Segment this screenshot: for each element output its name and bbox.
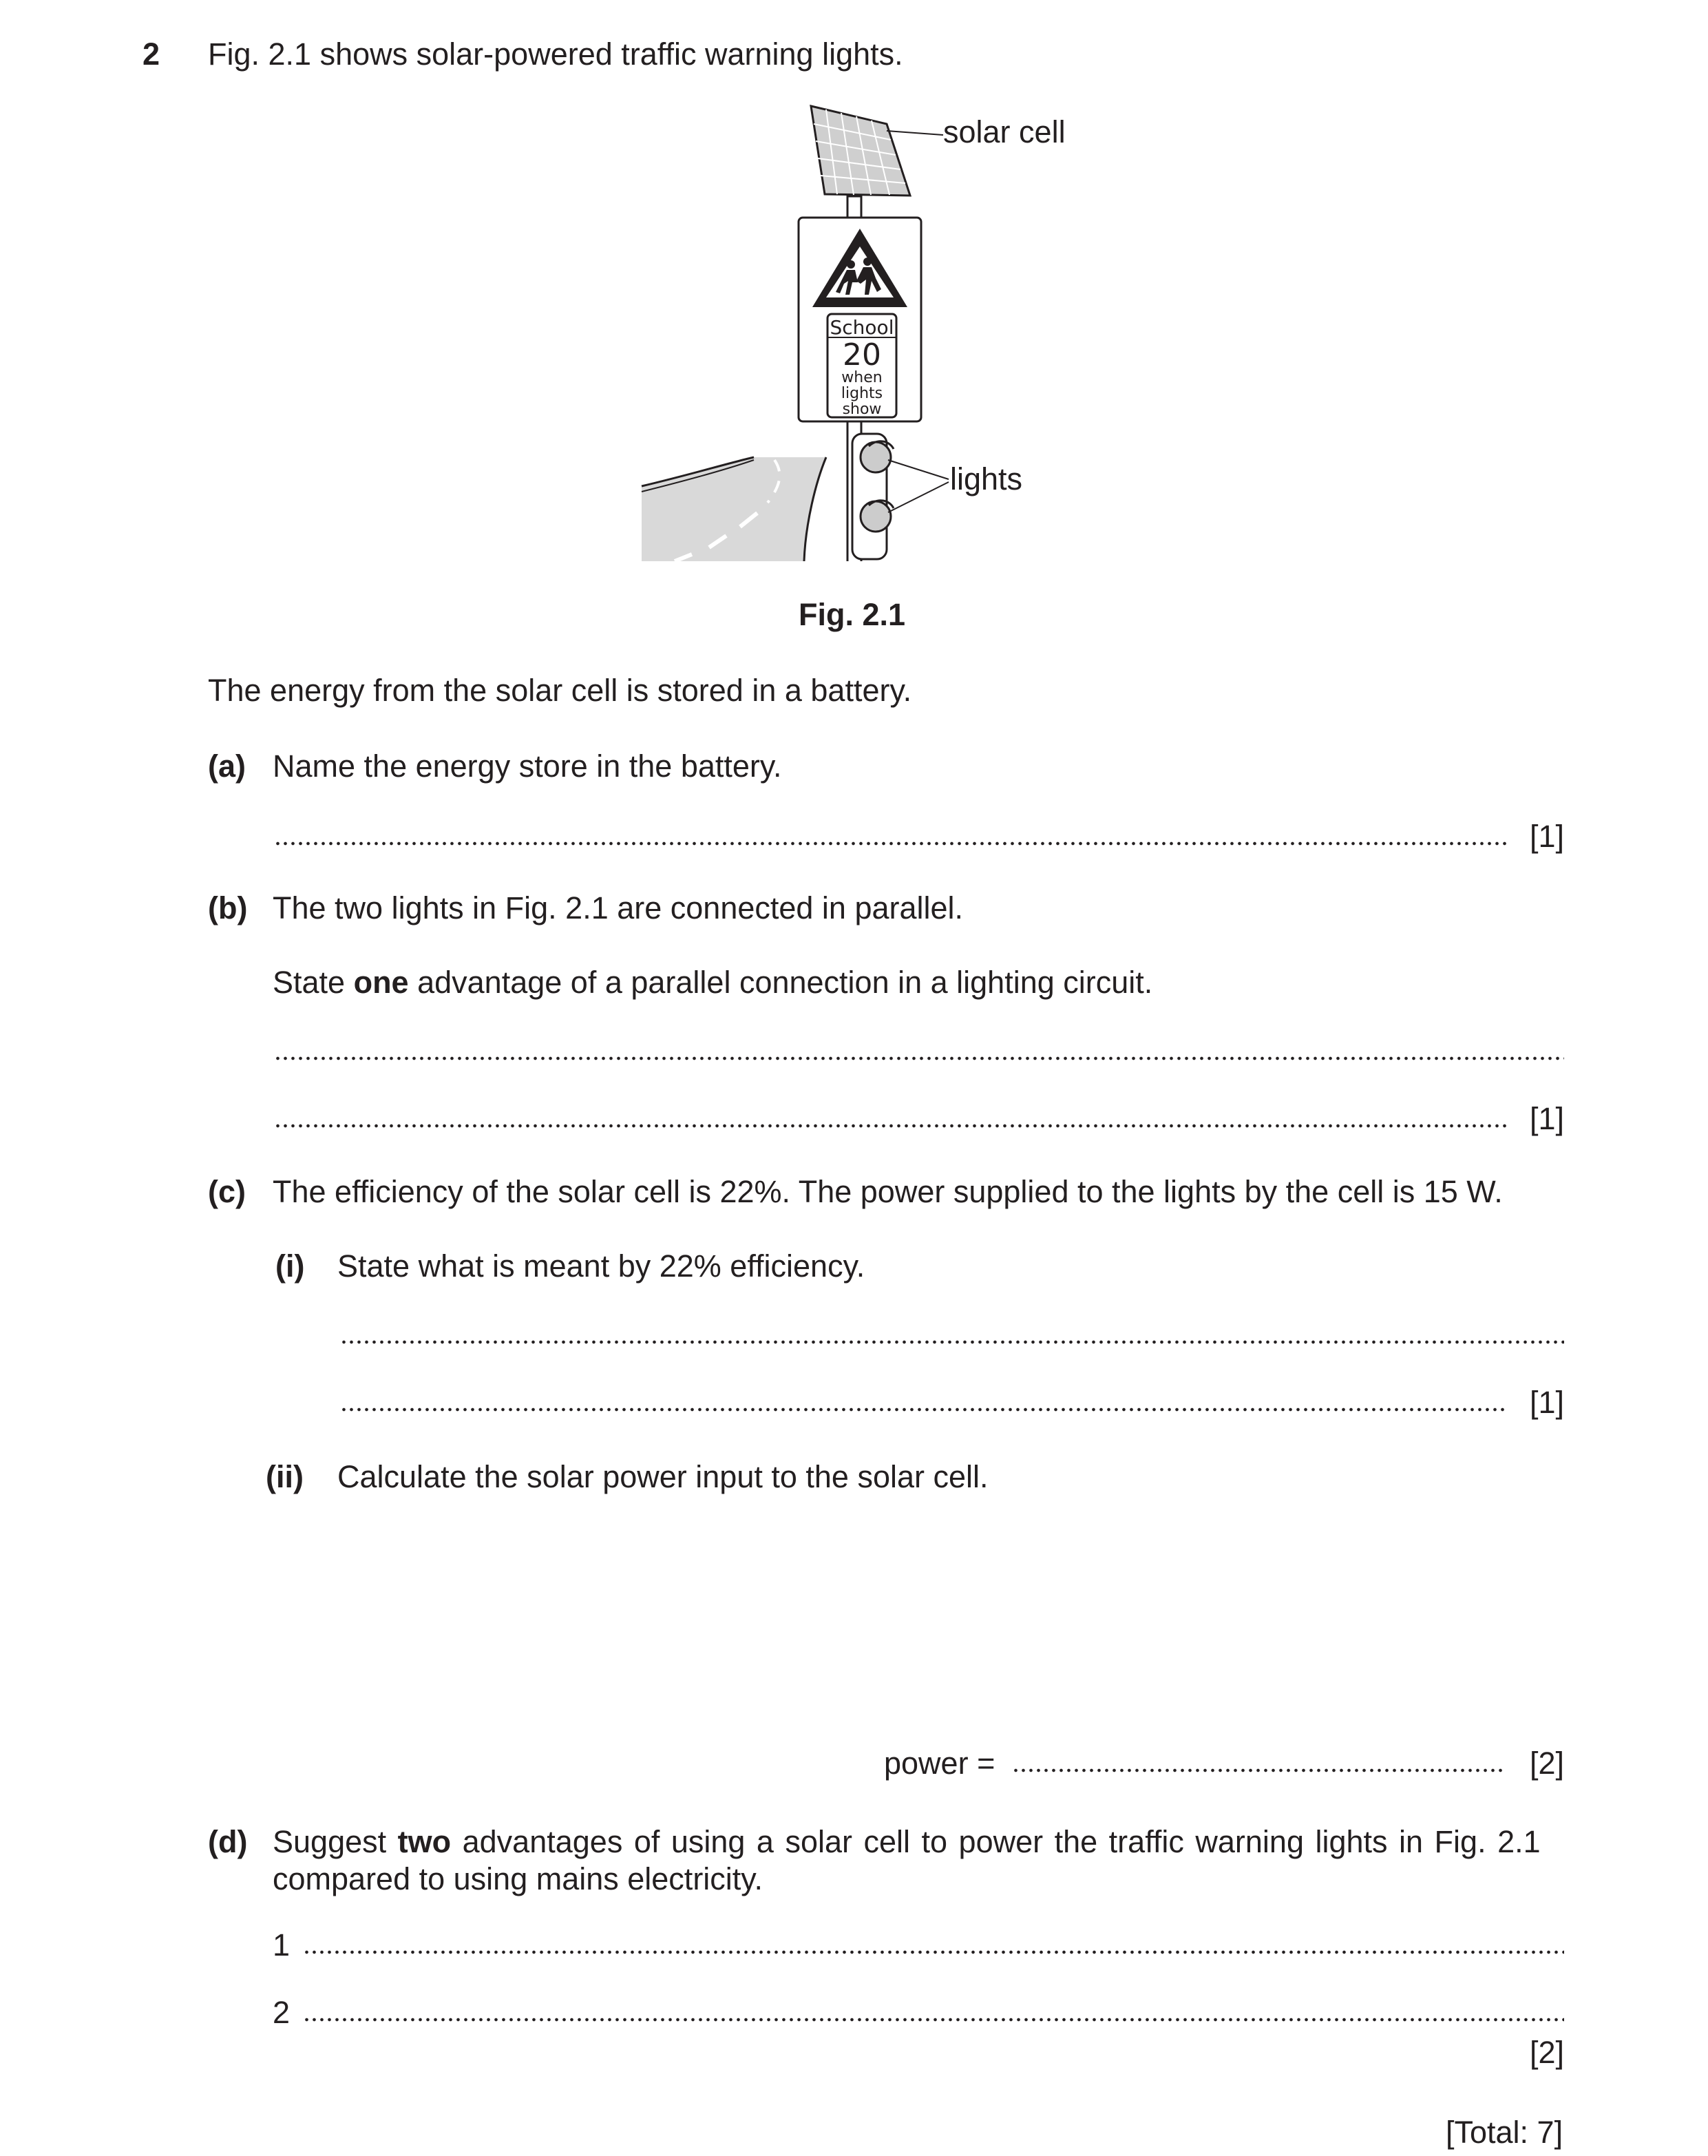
- part-c-ii-marks: [2]: [1530, 1746, 1565, 1781]
- part-d-text-post: advantages of using a solar cell to power the traffic warning lights in Fig. 2.1: [451, 1824, 1541, 1859]
- question-stem: The energy from the solar cell is stored in a battery.: [208, 673, 912, 708]
- sign-speed-text: 20: [843, 337, 881, 373]
- part-a-text: Name the energy store in the battery.: [273, 749, 782, 784]
- question-intro: Fig. 2.1 shows solar-powered traffic warning lights.: [208, 36, 903, 72]
- solar-cell-label: solar cell: [943, 114, 1066, 149]
- power-answer-line[interactable]: [1012, 1768, 1506, 1772]
- answer-line-d2[interactable]: [303, 2018, 1564, 2022]
- part-b-instruction: [273, 967, 1152, 998]
- answer-line-d1[interactable]: [303, 1950, 1564, 1954]
- part-c-ii-label: (ii): [266, 1459, 304, 1494]
- upper-lamp-icon: [861, 442, 891, 472]
- part-d-text-bold: two: [397, 1824, 452, 1859]
- part-c-label: (c): [208, 1174, 246, 1209]
- answer-line-b1[interactable]: [274, 1056, 1564, 1060]
- part-d-label: (d): [208, 1824, 248, 1859]
- total-marks: [Total: 7]: [1446, 2115, 1563, 2150]
- answer-line-a[interactable]: [274, 841, 1506, 846]
- road-illustration: [642, 457, 826, 561]
- part-c-i-text: State what is meant by 22% efficiency.: [337, 1248, 865, 1284]
- part-d-marks: [2]: [1530, 2035, 1565, 2070]
- part-d-item-1-label: 1: [273, 1927, 291, 1963]
- answer-line-b2[interactable]: [274, 1124, 1506, 1128]
- part-c-ii-text: Calculate the solar power input to the solar cell.: [337, 1459, 989, 1494]
- part-b-label: (b): [208, 890, 248, 925]
- warning-lights: [852, 434, 949, 559]
- part-a-marks: [1]: [1530, 819, 1565, 854]
- sign-school-text: School: [830, 316, 894, 339]
- solar-panel: [811, 106, 943, 196]
- part-d-text-pre: Suggest: [273, 1824, 398, 1859]
- question-number: 2: [143, 36, 160, 72]
- lower-lamp-icon: [861, 501, 891, 532]
- power-answer-label: power =: [884, 1746, 995, 1781]
- answer-line-c-i-1[interactable]: [340, 1340, 1564, 1344]
- part-c-i-label: (i): [275, 1248, 305, 1284]
- school-warning-sign: [799, 218, 921, 421]
- sign-show-text: show: [842, 401, 882, 418]
- sign-when-text: when: [841, 369, 883, 386]
- figure-caption: Fig. 2.1: [799, 597, 906, 632]
- figure-solar-traffic-lights: [633, 96, 1115, 572]
- part-d-text-line2: compared to using mains electricity.: [273, 1861, 763, 1896]
- part-c-text: The efficiency of the solar cell is 22%. The power supplied to the lights by the cell is 15 W.: [273, 1174, 1503, 1209]
- part-b-instruction-pre: State: [273, 965, 354, 1000]
- part-d-text: [273, 1826, 1541, 1857]
- part-b-marks: [1]: [1530, 1101, 1565, 1136]
- lights-label: lights: [950, 461, 1023, 496]
- part-b-text: The two lights in Fig. 2.1 are connected in parallel.: [273, 890, 964, 925]
- part-c-i-marks: [1]: [1530, 1385, 1565, 1420]
- answer-line-c-i-2[interactable]: [340, 1407, 1506, 1412]
- sign-lights-text: lights: [841, 385, 883, 402]
- part-d-item-2-label: 2: [273, 1995, 291, 2030]
- part-b-instruction-bold: one: [353, 965, 409, 1000]
- part-a-label: (a): [208, 749, 246, 784]
- part-b-instruction-post: advantage of a parallel connection in a lighting circuit.: [408, 965, 1153, 1000]
